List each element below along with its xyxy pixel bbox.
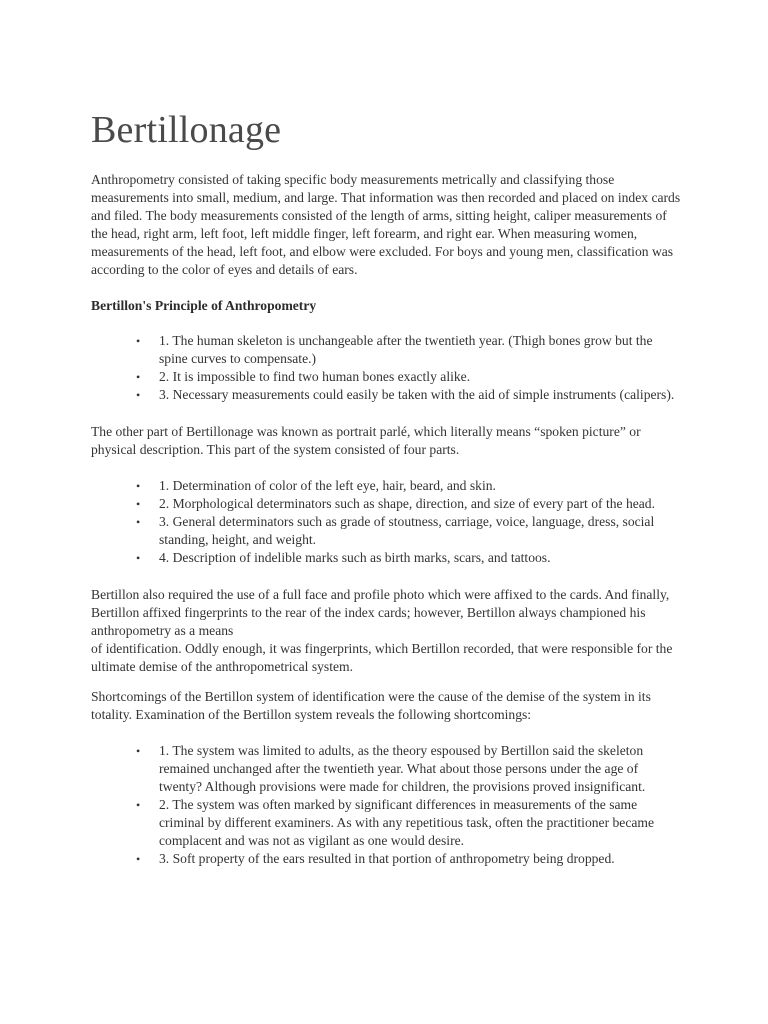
principle-heading: Bertillon's Principle of Anthropometry xyxy=(91,298,317,313)
document-page xyxy=(91,108,683,868)
fingerprint-paragraph-line1: Bertillon also required the use of a full face and profile photo which were affixed to the cards. And finally, Bertillon affixed fingerprints to the rear of the index cards; however, Bertillon always championed his anthropometry as a means xyxy=(91,587,670,638)
bullet-icon: • xyxy=(136,852,141,866)
portrait-parts-list xyxy=(91,477,683,567)
shortcomings-list xyxy=(91,742,683,868)
bullet-icon: • xyxy=(136,334,141,348)
bullet-icon: • xyxy=(136,744,141,758)
fingerprint-paragraph-line2: of identification. Oddly enough, it was fingerprints, which Bertillon recorded, that were responsible for the ultimate demise of the anthropometrical system. xyxy=(91,641,673,674)
list-item-text: 1. The system was limited to adults, as the theory espoused by Bertillon said the skeleton remained unchanged after the twentieth year. What about those persons under the age of twenty? Although provisions were made for children, the provisions proved insignificant. xyxy=(159,743,646,794)
intro-paragraph: Anthropometry consisted of taking specific body measurements metrically and classifying those measurements into small, medium, and large. That information was then recorded and placed on index cards and filed. The body measurements consisted of the length of arms, sitting height, caliper measurements of the head, right arm, left foot, left middle finger, left forearm, and right ear. When measuring women, measurements of the head, left foot, and elbow were excluded. For boys and young men, classification was according to the color of eyes and details of ears. xyxy=(91,172,681,277)
list-item xyxy=(91,386,683,404)
list-item xyxy=(91,332,683,368)
list-item-text: 2. The system was often marked by significant differences in measurements of the same criminal by different examiners. As with any repetitious task, often the practitioner became complacent and was not as vigilant as one would desire. xyxy=(159,797,655,848)
list-item-text: 3. Soft property of the ears resulted in that portion of anthropometry being dropped. xyxy=(159,851,615,866)
bullet-icon: • xyxy=(136,551,141,565)
list-item xyxy=(91,850,683,868)
bullet-icon: • xyxy=(136,370,141,384)
list-item xyxy=(91,742,683,796)
bullet-icon: • xyxy=(136,515,141,529)
list-item-text: 1. The human skeleton is unchangeable after the twentieth year. (Thigh bones grow but the spine curves to compensate.) xyxy=(159,333,653,366)
list-item-text: 3. General determinators such as grade of stoutness, carriage, voice, language, dress, social standing, height, and weight. xyxy=(159,514,655,547)
list-item xyxy=(91,495,683,513)
fingerprint-paragraph xyxy=(91,586,683,676)
page-title: Bertillonage xyxy=(91,109,282,151)
bullet-icon: • xyxy=(136,479,141,493)
list-item xyxy=(91,368,683,386)
principles-list xyxy=(91,332,683,404)
list-item-text: 3. Necessary measurements could easily be taken with the aid of simple instruments (calipers). xyxy=(159,387,675,402)
list-item-text: 2. It is impossible to find two human bones exactly alike. xyxy=(159,369,471,384)
list-item xyxy=(91,477,683,495)
list-item-text: 2. Morphological determinators such as shape, direction, and size of every part of the head. xyxy=(159,496,656,511)
bullet-icon: • xyxy=(136,497,141,511)
list-item-text: 4. Description of indelible marks such as birth marks, scars, and tattoos. xyxy=(159,550,551,565)
portrait-parle-paragraph: The other part of Bertillonage was known as portrait parlé, which literally means “spoken picture” or physical description. This part of the system consisted of four parts. xyxy=(91,424,641,457)
shortcomings-paragraph: Shortcomings of the Bertillon system of identification were the cause of the demise of the system in its totality. Examination of the Bertillon system reveals the following shortcomings: xyxy=(91,689,651,722)
list-item-text: 1. Determination of color of the left eye, hair, beard, and skin. xyxy=(159,478,496,493)
bullet-icon: • xyxy=(136,798,141,812)
list-item xyxy=(91,513,683,549)
list-item xyxy=(91,549,683,567)
list-item xyxy=(91,796,683,850)
bullet-icon: • xyxy=(136,388,141,402)
